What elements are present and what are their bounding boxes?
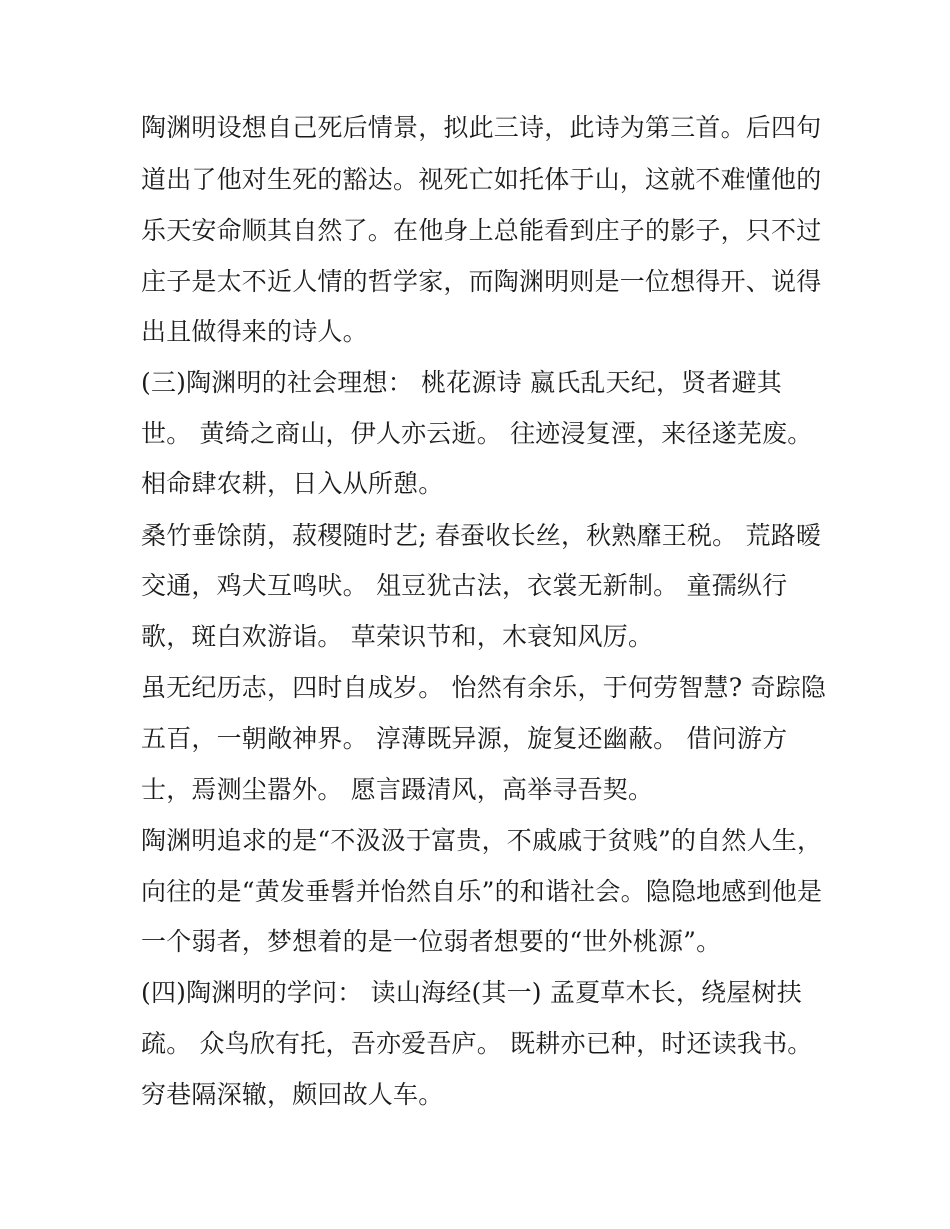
text-line: (四)陶渊明的学问： 读山海经(其一) 孟夏草木长，绕屋树扶 [141,978,802,1007]
text-line: 陶渊明设想自己死后情景，拟此三诗，此诗为第三首。后四句 [141,113,822,142]
text-line: 向往的是“黄发垂髫并怡然自乐”的和谐社会。隐隐地感到他是 [141,877,823,906]
text-line: 疏。 众鸟欣有托，吾亦爱吾庐。 既耕亦已种，时还读我书。 [141,1029,813,1058]
text-line: 乐天安命顺其自然了。在他身上总能看到庄子的影子，只不过 [141,216,822,245]
text-line: 交通，鸡犬互鸣吠。 俎豆犹古法，衣裳无新制。 童孺纵行 [141,571,788,600]
text-line: 庄子是太不近人情的哲学家，而陶渊明则是一位想得开、说得 [141,267,822,296]
text-line: 出且做得来的诗人。 [141,317,368,346]
text-line: 桑竹垂馀荫，菽稷随时艺; 春蚕收长丝，秋熟靡王税。 荒路暧 [141,521,822,550]
text-line: 五百，一朝敞神界。 淳薄既异源，旋复还幽蔽。 借问游方 [141,724,788,753]
text-line: 陶渊明追求的是“不汲汲于富贵，不戚戚于贫贱”的自然人生， [141,826,823,855]
text-line: 士，焉测尘嚣外。 愿言蹑清风，高举寻吾契。 [141,775,654,804]
text-line: (三)陶渊明的社会理想： 桃花源诗 嬴氏乱天纪，贤者避其 [141,368,783,397]
text-line: 穷巷隔深辙，颇回故人车。 [141,1080,444,1109]
text-line: 歌，斑白欢游诣。 草荣识节和，木衰知风厉。 [141,622,654,651]
text-line: 相命肆农耕，日入从所憩。 [141,469,444,498]
text-line: 世。 黄绮之商山，伊人亦云逝。 往迹浸复湮，来径遂芜废。 [141,419,813,448]
text-line: 一个弱者，梦想着的是一位弱者想要的“世外桃源”。 [141,927,722,956]
text-line: 虽无纪历志，四时自成岁。 怡然有余乐，于何劳智慧? 奇踪隐 [141,673,827,702]
text-line: 道出了他对生死的豁达。视死亡如托体于山，这就不难懂他的 [141,165,822,194]
